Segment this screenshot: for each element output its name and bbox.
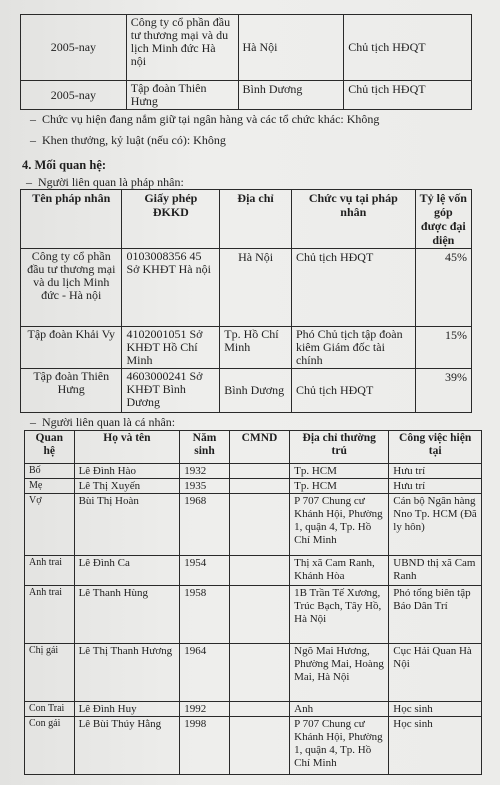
table-row bbox=[25, 464, 482, 479]
license-cell: 4603000241 Sở KHĐT Bình Dương bbox=[122, 369, 220, 413]
relation-cell: Anh trai bbox=[25, 556, 75, 586]
table-row bbox=[25, 556, 482, 586]
license-cell: 0103008356 45 Sở KHĐT Hà nội bbox=[122, 249, 220, 327]
place-cell: Hà Nội bbox=[238, 15, 344, 81]
organization-cell: Công ty cổ phần đầu tư thương mại và du lịch Minh đức Hà nội bbox=[126, 15, 238, 81]
address-cell: Hà Nội bbox=[220, 249, 292, 327]
id-cell bbox=[229, 494, 289, 556]
related-persons-table bbox=[24, 430, 482, 775]
table-row bbox=[25, 494, 482, 556]
id-cell bbox=[229, 644, 289, 702]
table-row bbox=[25, 702, 482, 717]
table-row bbox=[25, 644, 482, 702]
role-cell: Chủ tịch HĐQT bbox=[344, 15, 472, 81]
address-cell: Tp. Hồ Chí Minh bbox=[220, 327, 292, 369]
table-header-row bbox=[25, 431, 482, 464]
address-cell: P 707 Chung cư Khánh Hội, Phường 1, quận 4, Tp. Hồ Chí Minh bbox=[290, 717, 389, 775]
address-cell: Bình Dương bbox=[220, 369, 292, 413]
role-cell: Chủ tịch HĐQT bbox=[291, 249, 415, 327]
organization-cell: Tập đoàn Thiên Hưng bbox=[126, 81, 238, 110]
person-intro: – Người liên quan là cá nhân: bbox=[30, 415, 176, 429]
entity-name-cell: Tập đoàn Khải Vy bbox=[21, 327, 122, 369]
person-name-cell: Lê Đình Hào bbox=[74, 464, 180, 479]
address-cell: 1B Trần Tế Xương, Trúc Bạch, Tây Hồ, Hà Nội bbox=[290, 586, 389, 644]
address-cell: Thị xã Cam Ranh, Khánh Hòa bbox=[290, 556, 389, 586]
ratio-cell: 45% bbox=[415, 249, 471, 327]
table-row bbox=[21, 369, 472, 413]
rewards-note-text: Khen thưởng, kỷ luật (nếu có): Không bbox=[42, 133, 226, 147]
legal-entities-table bbox=[20, 189, 472, 413]
role-cell: Chủ tịch HĐQT bbox=[344, 81, 472, 110]
positions-note-text: Chức vụ hiện đang nắm giữ tại ngân hàng và các tổ chức khác: Không bbox=[42, 112, 380, 126]
job-cell: Hưu trí bbox=[389, 479, 482, 494]
address-cell: P 707 Chung cư Khánh Hội, Phường 1, quận 4, Tp. Hồ Chí Minh bbox=[290, 494, 389, 556]
id-cell bbox=[229, 702, 289, 717]
legal-intro-text: Người liên quan là pháp nhân: bbox=[38, 175, 184, 189]
relation-cell: Con gái bbox=[25, 717, 75, 775]
birth-year-cell: 1992 bbox=[180, 702, 230, 717]
person-name-cell: Lê Thị Thanh Hương bbox=[74, 644, 180, 702]
ratio-cell: 39% bbox=[415, 369, 471, 413]
ratio-cell: 15% bbox=[415, 327, 471, 369]
table-row bbox=[25, 479, 482, 494]
birth-year-cell: 1954 bbox=[180, 556, 230, 586]
person-name-cell: Lê Đình Huy bbox=[74, 702, 180, 717]
table-row bbox=[21, 327, 472, 369]
relation-cell: Bố bbox=[25, 464, 75, 479]
section-title: 4. Mối quan hệ: bbox=[22, 158, 107, 172]
person-name-cell: Lê Bùi Thúy Hằng bbox=[74, 717, 180, 775]
period-cell: 2005-nay bbox=[21, 81, 127, 110]
header-cell: Quan hệ bbox=[25, 431, 75, 464]
job-cell: Phó tổng biên tập Báo Dân Trí bbox=[389, 586, 482, 644]
table-row bbox=[21, 81, 472, 110]
address-cell: Tp. HCM bbox=[290, 479, 389, 494]
address-cell: Ngõ Mai Hương, Phường Mai, Hoàng Mai, Hà Nội bbox=[290, 644, 389, 702]
id-cell bbox=[229, 464, 289, 479]
role-cell: Phó Chủ tịch tập đoàn kiêm Giám đốc tài chính bbox=[291, 327, 415, 369]
rewards-note: – Khen thưởng, kỷ luật (nếu có): Không bbox=[30, 133, 226, 147]
table-row bbox=[21, 249, 472, 327]
id-cell bbox=[229, 586, 289, 644]
address-cell: Anh bbox=[290, 702, 389, 717]
birth-year-cell: 1932 bbox=[180, 464, 230, 479]
header-cell: Chức vụ tại pháp nhân bbox=[291, 190, 415, 249]
job-cell: Học sinh bbox=[389, 717, 482, 775]
header-cell: Họ và tên bbox=[74, 431, 180, 464]
address-cell: Tp. HCM bbox=[290, 464, 389, 479]
job-cell: Hưu trí bbox=[389, 464, 482, 479]
header-cell: Tên pháp nhân bbox=[21, 190, 122, 249]
birth-year-cell: 1968 bbox=[180, 494, 230, 556]
period-cell: 2005-nay bbox=[21, 15, 127, 81]
entity-name-cell: Công ty cổ phần đầu tư thương mại và du lịch Minh đức - Hà nội bbox=[21, 249, 122, 327]
table-row bbox=[21, 15, 472, 81]
entity-name-cell: Tập đoàn Thiên Hưng bbox=[21, 369, 122, 413]
header-cell: Năm sinh bbox=[180, 431, 230, 464]
table-row bbox=[25, 717, 482, 775]
job-cell: UBND thị xã Cam Ranh bbox=[389, 556, 482, 586]
relation-cell: Chị gái bbox=[25, 644, 75, 702]
person-name-cell: Lê Thị Xuyến bbox=[74, 479, 180, 494]
header-cell: CMND bbox=[229, 431, 289, 464]
relation-cell: Anh trai bbox=[25, 586, 75, 644]
birth-year-cell: 1964 bbox=[180, 644, 230, 702]
id-cell bbox=[229, 479, 289, 494]
license-cell: 4102001051 Sở KHĐT Hồ Chí Minh bbox=[122, 327, 220, 369]
header-cell: Địa chỉ bbox=[220, 190, 292, 249]
positions-note: – Chức vụ hiện đang nắm giữ tại ngân hàng và các tổ chức khác: Không bbox=[30, 112, 380, 126]
birth-year-cell: 1958 bbox=[180, 586, 230, 644]
person-name-cell: Lê Đình Ca bbox=[74, 556, 180, 586]
positions-table bbox=[20, 14, 472, 110]
person-name-cell: Bùi Thị Hoàn bbox=[74, 494, 180, 556]
relation-cell: Con Trai bbox=[25, 702, 75, 717]
relation-cell: Mẹ bbox=[25, 479, 75, 494]
header-cell: Tỷ lệ vốn góp được đại diện bbox=[415, 190, 471, 249]
birth-year-cell: 1998 bbox=[180, 717, 230, 775]
job-cell: Cục Hải Quan Hà Nội bbox=[389, 644, 482, 702]
relation-cell: Vợ bbox=[25, 494, 75, 556]
header-cell: Địa chỉ thường trú bbox=[290, 431, 389, 464]
header-cell: Công việc hiện tại bbox=[389, 431, 482, 464]
place-cell: Bình Dương bbox=[238, 81, 344, 110]
person-intro-text: Người liên quan là cá nhân: bbox=[42, 415, 176, 429]
table-row bbox=[25, 586, 482, 644]
id-cell bbox=[229, 556, 289, 586]
legal-intro: – Người liên quan là pháp nhân: bbox=[26, 175, 184, 189]
header-cell: Giấy phép ĐKKD bbox=[122, 190, 220, 249]
id-cell bbox=[229, 717, 289, 775]
role-cell: Chủ tịch HĐQT bbox=[291, 369, 415, 413]
table-header-row bbox=[21, 190, 472, 249]
person-name-cell: Lê Thanh Hùng bbox=[74, 586, 180, 644]
job-cell: Học sinh bbox=[389, 702, 482, 717]
birth-year-cell: 1935 bbox=[180, 479, 230, 494]
job-cell: Cán bộ Ngân hàng Nno Tp. HCM (Đã ly hôn) bbox=[389, 494, 482, 556]
